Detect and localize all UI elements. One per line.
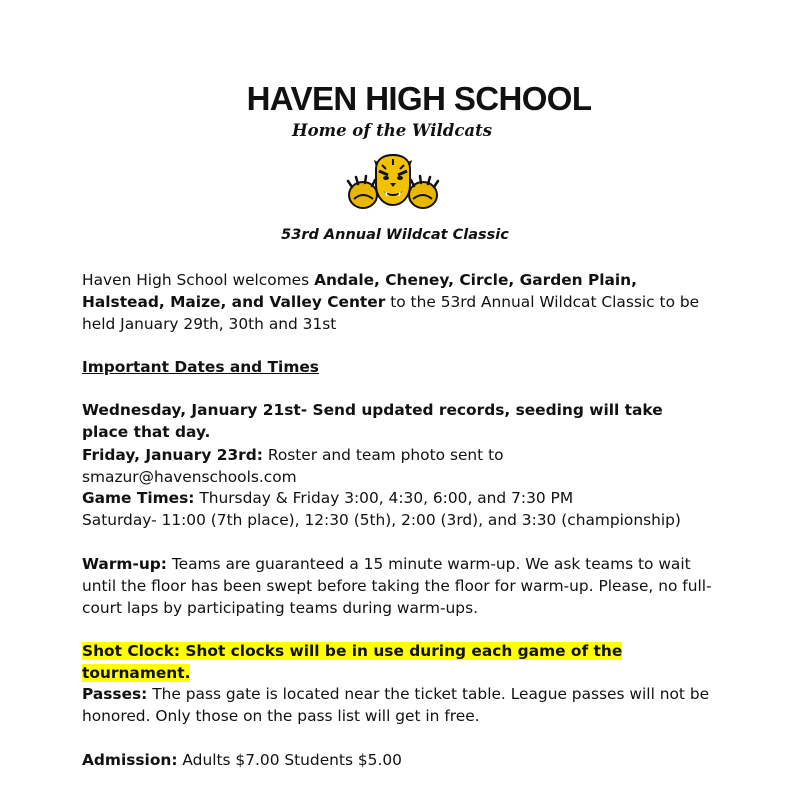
section-heading <box>82 356 712 378</box>
game-times-item <box>82 487 712 531</box>
intro-paragraph <box>82 269 712 335</box>
intro-lead: Haven High School welcomes <box>82 271 315 289</box>
left-paw-icon <box>348 176 377 208</box>
event-title: 53rd Annual Wildcat Classic <box>281 227 509 243</box>
admission-text: Adults $7.00 Students $5.00 <box>177 751 402 769</box>
tagline: Home of the Wildcats <box>292 121 492 140</box>
intro-rest: to the 53rd Annual Wildcat Classic to be held January 29th, 30th and 31st <box>82 293 700 333</box>
game-times-line2: Saturday- 11:00 (7th place), 12:30 (5th), 2:00 (3rd), and 3:30 (championship) <box>82 511 681 529</box>
passes-label: Passes: <box>82 685 148 703</box>
warmup-item <box>82 553 712 619</box>
intro-teams: Andale, Cheney, Circle, Garden Plain, Halstead, Maize, and Valley Center <box>82 271 637 311</box>
shot-clock-text: Shot Clock: Shot clocks will be in use during each game of the tournament. <box>82 642 623 682</box>
friday-label: Friday, January 23rd: <box>82 446 263 464</box>
right-paw-icon <box>409 176 438 208</box>
school-name: HAVEN HIGH SCHOOL <box>246 80 592 117</box>
admission-item <box>82 749 712 771</box>
warmup-text: Teams are guaranteed a 15 minute warm-up. We ask teams to wait until the floor has been swept before taking the floor for warm-up. Please, no full-court laps by participating teams during warm-ups. <box>82 555 712 617</box>
important-dates-heading: Important Dates and Times <box>82 358 319 376</box>
wednesday-item <box>82 399 712 443</box>
admission-label: Admission: <box>82 751 178 769</box>
wildcat-mascot-icon <box>346 151 440 215</box>
friday-text: Roster and team photo sent to smazur@havenschools.com <box>82 446 504 486</box>
game-times-line1: Thursday & Friday 3:00, 4:30, 6:00, and 7:30 PM <box>194 489 574 507</box>
passes-item <box>82 683 712 727</box>
wednesday-text: Wednesday, January 21st- Send updated records, seeding will take place that day. <box>82 401 663 441</box>
warmup-label: Warm-up: <box>82 555 167 573</box>
wildcat-head-icon <box>374 154 412 205</box>
game-times-label: Game Times: <box>82 489 195 507</box>
passes-text: The pass gate is located near the ticket table. League passes will not be honored. Only those on the pass list will get in free. <box>82 685 710 725</box>
friday-item <box>82 444 712 488</box>
shot-clock-item <box>82 640 712 684</box>
